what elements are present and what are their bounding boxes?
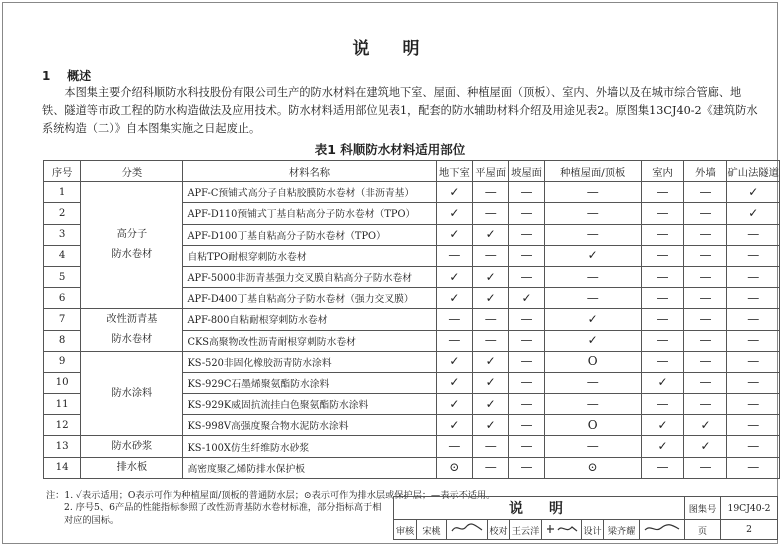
applicability-cell bbox=[509, 457, 545, 478]
applicability-cell bbox=[436, 182, 473, 203]
row-number: 14 bbox=[44, 457, 81, 478]
applicability-cell bbox=[473, 266, 509, 287]
applicability-cell bbox=[544, 457, 641, 478]
applicability-mark: — bbox=[484, 205, 497, 220]
applicability-cell bbox=[436, 372, 473, 393]
applicability-mark: — bbox=[484, 333, 497, 348]
applicability-mark: — bbox=[656, 184, 669, 199]
material-name: APF-800自粘耐根穿刺防水卷材 bbox=[183, 309, 436, 330]
applicability-cell bbox=[727, 394, 780, 415]
proof-label: 校对 bbox=[488, 520, 510, 540]
applicability-cell bbox=[436, 309, 473, 330]
applicability-mark: — bbox=[699, 248, 712, 263]
applicability-cell bbox=[641, 415, 684, 436]
table-header-cell: 分类 bbox=[81, 161, 183, 182]
applicability-cell bbox=[684, 288, 727, 309]
material-name: KS-100X仿生纤维防水砂浆 bbox=[183, 436, 436, 457]
applicability-mark: ✓ bbox=[449, 290, 460, 305]
applicability-mark: — bbox=[747, 396, 760, 411]
category-label: 防水卷材 bbox=[111, 334, 153, 345]
applicability-cell bbox=[684, 457, 727, 478]
applicability-mark: ✓ bbox=[748, 184, 759, 199]
applicability-cell bbox=[436, 436, 473, 457]
applicability-mark: — bbox=[656, 248, 669, 263]
row-number: 3 bbox=[44, 224, 81, 245]
applicability-cell bbox=[684, 372, 727, 393]
applicability-mark: — bbox=[747, 311, 760, 326]
material-name: APF-C预铺式高分子自粘胶膜防水卷材（非沥青基） bbox=[183, 182, 436, 203]
applicability-mark: — bbox=[656, 396, 669, 411]
applicability-cell bbox=[727, 266, 780, 287]
applicability-cell bbox=[473, 394, 509, 415]
applicability-mark: ✓ bbox=[449, 269, 460, 284]
applicability-cell bbox=[473, 182, 509, 203]
applicability-mark: ⊙ bbox=[449, 460, 460, 475]
material-name: APF-5000非沥青基强力交叉膜自粘高分子防水卷材 bbox=[183, 266, 436, 287]
applicability-cell bbox=[473, 457, 509, 478]
applicability-cell bbox=[641, 182, 684, 203]
table-header-cell: 坡屋面 bbox=[509, 161, 545, 182]
material-name: KS-929K威固抗流挂白色聚氨酯防水涂料 bbox=[183, 394, 436, 415]
applicability-cell bbox=[509, 203, 545, 224]
applicability-mark: ✓ bbox=[700, 417, 711, 432]
row-number: 5 bbox=[44, 266, 81, 287]
applicability-cell bbox=[436, 288, 473, 309]
applicability-cell bbox=[473, 203, 509, 224]
applicability-cell bbox=[544, 266, 641, 287]
applicability-mark: — bbox=[656, 333, 669, 348]
applicability-mark: — bbox=[747, 417, 760, 432]
title-block bbox=[393, 496, 778, 540]
applicability-cell bbox=[473, 415, 509, 436]
applicability-mark: — bbox=[747, 269, 760, 284]
table-row bbox=[44, 436, 780, 457]
reviewer-name: 宋桃 bbox=[417, 520, 447, 540]
category-label: 防水砂浆 bbox=[111, 440, 153, 452]
applicability-cell bbox=[473, 288, 509, 309]
applicability-cell bbox=[436, 394, 473, 415]
applicability-cell bbox=[727, 330, 780, 351]
table-row bbox=[44, 351, 780, 372]
atlas-number: 19CJ40-2 bbox=[721, 497, 778, 520]
applicability-mark: — bbox=[520, 248, 533, 263]
applicability-mark: O bbox=[587, 354, 598, 369]
applicability-cell bbox=[436, 457, 473, 478]
applicability-cell bbox=[473, 330, 509, 351]
applicability-mark: ✓ bbox=[485, 354, 496, 369]
applicability-mark: — bbox=[520, 333, 533, 348]
applicability-mark: — bbox=[448, 333, 461, 348]
applicability-mark: — bbox=[586, 375, 599, 390]
applicability-cell bbox=[544, 394, 641, 415]
applicability-cell bbox=[509, 224, 545, 245]
applicability-mark: — bbox=[520, 227, 533, 242]
table-row bbox=[44, 457, 780, 478]
applicability-mark: — bbox=[747, 439, 760, 454]
applicability-mark: — bbox=[520, 354, 533, 369]
applicability-cell bbox=[641, 436, 684, 457]
applicability-mark: — bbox=[520, 269, 533, 284]
table-header-cell: 地下室 bbox=[436, 161, 473, 182]
designer-signature bbox=[640, 520, 685, 540]
applicability-mark: ✓ bbox=[485, 417, 496, 432]
applicability-cell bbox=[641, 309, 684, 330]
applicability-mark: — bbox=[656, 290, 669, 305]
signature-mark bbox=[642, 521, 682, 535]
row-number: 9 bbox=[44, 351, 81, 372]
table-row bbox=[44, 309, 780, 330]
applicability-mark: — bbox=[520, 396, 533, 411]
applicability-cell bbox=[509, 266, 545, 287]
reviewer-signature bbox=[447, 520, 488, 540]
applicability-cell bbox=[544, 309, 641, 330]
applicability-cell bbox=[684, 415, 727, 436]
applicability-mark: — bbox=[586, 227, 599, 242]
applicability-mark: — bbox=[448, 311, 461, 326]
applicability-mark: ✓ bbox=[485, 290, 496, 305]
applicability-mark: ✓ bbox=[587, 311, 598, 326]
applicability-cell bbox=[509, 436, 545, 457]
applicability-cell bbox=[509, 288, 545, 309]
applicability-mark: ✓ bbox=[449, 375, 460, 390]
material-name: KS-929C石墨烯聚氨酯防水涂料 bbox=[183, 372, 436, 393]
category-cell bbox=[81, 309, 183, 351]
table-header-row bbox=[44, 161, 780, 182]
note-line-2: 2. 序号5、6产品的性能指标参照了改性沥青基防水卷材标准，部分指标高于相对应的国标。 bbox=[64, 502, 382, 526]
table-row bbox=[44, 182, 780, 203]
row-number: 1 bbox=[44, 182, 81, 203]
applicability-cell bbox=[684, 309, 727, 330]
applicability-cell bbox=[727, 415, 780, 436]
section-heading bbox=[42, 67, 91, 84]
applicability-cell bbox=[727, 436, 780, 457]
applicability-cell bbox=[436, 415, 473, 436]
applicability-mark: — bbox=[520, 311, 533, 326]
row-number: 6 bbox=[44, 288, 81, 309]
applicability-cell bbox=[641, 224, 684, 245]
applicability-mark: ✓ bbox=[485, 227, 496, 242]
table-header-cell: 室内 bbox=[641, 161, 684, 182]
applicability-cell bbox=[684, 351, 727, 372]
applicability-mark: ✓ bbox=[587, 333, 598, 348]
applicability-cell bbox=[641, 288, 684, 309]
applicability-cell bbox=[509, 415, 545, 436]
applicability-cell bbox=[544, 330, 641, 351]
applicability-cell bbox=[544, 372, 641, 393]
page-label: 页 bbox=[685, 520, 721, 540]
applicability-mark: — bbox=[520, 460, 533, 475]
applicability-mark: — bbox=[520, 375, 533, 390]
applicability-cell bbox=[544, 436, 641, 457]
applicability-mark: — bbox=[747, 354, 760, 369]
applicability-mark: — bbox=[656, 269, 669, 284]
material-name: KS-998V高强度聚合物水泥防水涂料 bbox=[183, 415, 436, 436]
applicability-mark: — bbox=[448, 248, 461, 263]
material-name: APF-D110预铺式丁基自粘高分子防水卷材（TPO） bbox=[183, 203, 436, 224]
table-caption: 表1 科顺防水材料适用部位 bbox=[314, 142, 466, 157]
applicability-mark: ✓ bbox=[449, 205, 460, 220]
table-header-cell: 矿山法隧道 bbox=[727, 161, 780, 182]
row-number: 8 bbox=[44, 330, 81, 351]
applicability-mark: — bbox=[586, 290, 599, 305]
applicability-mark: — bbox=[699, 354, 712, 369]
applicability-mark: — bbox=[699, 205, 712, 220]
applicability-cell bbox=[641, 457, 684, 478]
applicability-mark: — bbox=[656, 354, 669, 369]
row-number: 11 bbox=[44, 394, 81, 415]
designer-name: 梁齐耀 bbox=[604, 520, 640, 540]
applicability-mark: ✓ bbox=[449, 227, 460, 242]
applicability-mark: — bbox=[586, 439, 599, 454]
applicability-mark: — bbox=[586, 184, 599, 199]
table-header-cell: 外墙 bbox=[684, 161, 727, 182]
category-label: 防水卷材 bbox=[111, 249, 153, 261]
applicability-mark: ⊙ bbox=[587, 460, 598, 475]
signature-mark bbox=[449, 521, 485, 535]
applicability-cell bbox=[727, 245, 780, 266]
applicability-cell bbox=[684, 394, 727, 415]
applicability-cell bbox=[544, 288, 641, 309]
applicability-mark: — bbox=[484, 311, 497, 326]
row-number: 4 bbox=[44, 245, 81, 266]
applicability-cell bbox=[641, 330, 684, 351]
applicability-cell bbox=[473, 351, 509, 372]
applicability-mark: ✓ bbox=[587, 248, 598, 263]
applicability-cell bbox=[473, 436, 509, 457]
applicability-cell bbox=[684, 224, 727, 245]
applicability-mark: — bbox=[586, 396, 599, 411]
applicability-mark: — bbox=[747, 248, 760, 263]
category-label: 高分子 bbox=[116, 229, 148, 241]
applicability-mark: ✓ bbox=[657, 439, 668, 454]
applicability-mark: — bbox=[699, 184, 712, 199]
applicability-mark: ✓ bbox=[657, 375, 668, 390]
applicability-mark: — bbox=[656, 460, 669, 475]
applicability-cell bbox=[473, 224, 509, 245]
applicability-mark: — bbox=[747, 333, 760, 348]
material-name: APF-D400丁基自粘高分子防水卷材（强力交叉膜） bbox=[183, 288, 436, 309]
applicability-mark: ✓ bbox=[449, 417, 460, 432]
applicability-cell bbox=[684, 203, 727, 224]
applicability-mark: — bbox=[699, 460, 712, 475]
row-number: 10 bbox=[44, 372, 81, 393]
table-header-cell: 平屋面 bbox=[473, 161, 509, 182]
applicability-cell bbox=[436, 330, 473, 351]
applicability-mark: ✓ bbox=[748, 205, 759, 220]
applicability-cell bbox=[684, 436, 727, 457]
applicability-mark: O bbox=[587, 417, 598, 432]
category-label: 改性沥青基 bbox=[106, 314, 158, 325]
applicability-cell bbox=[727, 309, 780, 330]
applicability-mark: — bbox=[484, 184, 497, 199]
applicability-cell bbox=[544, 351, 641, 372]
applicability-cell bbox=[473, 245, 509, 266]
applicability-cell bbox=[641, 266, 684, 287]
applicability-cell bbox=[727, 351, 780, 372]
page-number: 2 bbox=[721, 520, 778, 540]
applicability-mark: — bbox=[699, 290, 712, 305]
category-cell bbox=[81, 351, 183, 436]
applicability-mark: — bbox=[699, 269, 712, 284]
applicability-cell bbox=[509, 245, 545, 266]
applicability-mark: — bbox=[699, 311, 712, 326]
applicability-mark: — bbox=[699, 227, 712, 242]
applicability-mark: — bbox=[699, 375, 712, 390]
table-header-cell: 材料名称 bbox=[183, 161, 436, 182]
applicability-mark: — bbox=[747, 227, 760, 242]
note-line-1: 注：1. ✓表示适用；O表示可作为种植屋面/顶板的普通防水层；⊙表示可作为排水层或保护层；—表示不适用。 bbox=[46, 490, 496, 501]
applicability-mark: ✓ bbox=[700, 439, 711, 454]
category-label: 防水涂料 bbox=[111, 387, 153, 399]
applicability-mark: — bbox=[520, 439, 533, 454]
applicability-cell bbox=[436, 266, 473, 287]
atlas-label: 图集号 bbox=[685, 497, 721, 520]
material-name: KS-520非固化橡胶沥青防水涂料 bbox=[183, 351, 436, 372]
applicability-mark: ✓ bbox=[449, 184, 460, 199]
category-cell bbox=[81, 457, 183, 478]
applicability-cell bbox=[509, 309, 545, 330]
applicability-mark: ✓ bbox=[485, 375, 496, 390]
applicability-mark: — bbox=[699, 396, 712, 411]
applicability-cell bbox=[436, 203, 473, 224]
applicability-cell bbox=[436, 351, 473, 372]
applicability-mark: — bbox=[484, 248, 497, 263]
applicability-cell bbox=[544, 224, 641, 245]
applicability-cell bbox=[544, 415, 641, 436]
applicability-cell bbox=[641, 351, 684, 372]
applicability-cell bbox=[727, 288, 780, 309]
applicability-cell bbox=[641, 203, 684, 224]
row-number: 7 bbox=[44, 309, 81, 330]
applicability-mark: ✓ bbox=[657, 417, 668, 432]
material-name: 高密度聚乙烯防排水保护板 bbox=[183, 457, 436, 478]
applicability-mark: — bbox=[520, 184, 533, 199]
table-header-cell: 种植屋面/顶板 bbox=[544, 161, 641, 182]
applicability-mark: — bbox=[520, 417, 533, 432]
row-number: 12 bbox=[44, 415, 81, 436]
applicability-cell bbox=[544, 182, 641, 203]
applicability-cell bbox=[641, 372, 684, 393]
applicability-cell bbox=[727, 203, 780, 224]
applicability-cell bbox=[641, 394, 684, 415]
applicability-mark: — bbox=[747, 375, 760, 390]
applicability-cell bbox=[641, 245, 684, 266]
overview-paragraph: 本图集主要介绍科顺防水科技股份有限公司生产的防水材料在建筑地下室、屋面、种植屋面（顶板）、室内、外墙以及在城市综合管廊、地铁、隧道等市政工程的防水构造做法及应用技术。防水材料适用部位见表1，配套的防水辅助材料介绍及用途见表2。原图集13CJ40-2《建筑防水系统构造（二）》自本图集实施之日起废止。 bbox=[42, 86, 758, 135]
signature-mark bbox=[544, 521, 580, 535]
row-number: 2 bbox=[44, 203, 81, 224]
category-label: 排水板 bbox=[116, 461, 148, 473]
applicability-mark: — bbox=[699, 333, 712, 348]
applicability-cell bbox=[544, 203, 641, 224]
applicability-cell bbox=[727, 457, 780, 478]
material-name: CKS高聚物改性沥青耐根穿刺防水卷材 bbox=[183, 330, 436, 351]
applicability-cell bbox=[684, 266, 727, 287]
material-name: 自粘TPO耐根穿刺防水卷材 bbox=[183, 245, 436, 266]
category-cell bbox=[81, 182, 183, 309]
applicability-mark: — bbox=[656, 311, 669, 326]
section-title: 概述 bbox=[67, 69, 92, 83]
applicability-cell bbox=[727, 182, 780, 203]
applicability-mark: — bbox=[484, 439, 497, 454]
title-block-title: 说 明 bbox=[394, 497, 685, 520]
design-label: 设计 bbox=[582, 520, 604, 540]
applicability-cell bbox=[436, 245, 473, 266]
applicability-cell bbox=[684, 245, 727, 266]
applicability-cell bbox=[509, 182, 545, 203]
applicability-mark: ✓ bbox=[485, 269, 496, 284]
applicability-mark: ✓ bbox=[485, 396, 496, 411]
applicability-cell bbox=[436, 224, 473, 245]
applicability-cell bbox=[684, 330, 727, 351]
applicability-cell bbox=[509, 394, 545, 415]
applicability-cell bbox=[684, 182, 727, 203]
applicability-mark: — bbox=[747, 290, 760, 305]
proofer-name: 王云洋 bbox=[510, 520, 542, 540]
applicability-mark: ✓ bbox=[449, 396, 460, 411]
applicability-cell bbox=[473, 309, 509, 330]
section-number: 1 bbox=[42, 69, 51, 83]
category-cell bbox=[81, 436, 183, 457]
materials-table bbox=[43, 160, 780, 479]
applicability-mark: ✓ bbox=[449, 354, 460, 369]
proofer-signature bbox=[542, 520, 582, 540]
review-label: 审核 bbox=[394, 520, 417, 540]
applicability-mark: — bbox=[484, 460, 497, 475]
applicability-cell bbox=[509, 372, 545, 393]
applicability-cell bbox=[544, 245, 641, 266]
applicability-cell bbox=[727, 372, 780, 393]
applicability-cell bbox=[509, 330, 545, 351]
row-number: 13 bbox=[44, 436, 81, 457]
page-title: 说 明 bbox=[352, 39, 428, 59]
applicability-mark: — bbox=[656, 205, 669, 220]
applicability-cell bbox=[509, 351, 545, 372]
applicability-mark: — bbox=[448, 439, 461, 454]
applicability-mark: — bbox=[586, 205, 599, 220]
material-name: APF-D100丁基自粘高分子防水卷材（TPO） bbox=[183, 224, 436, 245]
applicability-cell bbox=[473, 372, 509, 393]
applicability-mark: — bbox=[586, 269, 599, 284]
applicability-mark: — bbox=[747, 460, 760, 475]
applicability-mark: — bbox=[656, 227, 669, 242]
table-header-cell: 序号 bbox=[44, 161, 81, 182]
applicability-mark: ✓ bbox=[521, 290, 532, 305]
applicability-cell bbox=[727, 224, 780, 245]
applicability-mark: — bbox=[520, 205, 533, 220]
